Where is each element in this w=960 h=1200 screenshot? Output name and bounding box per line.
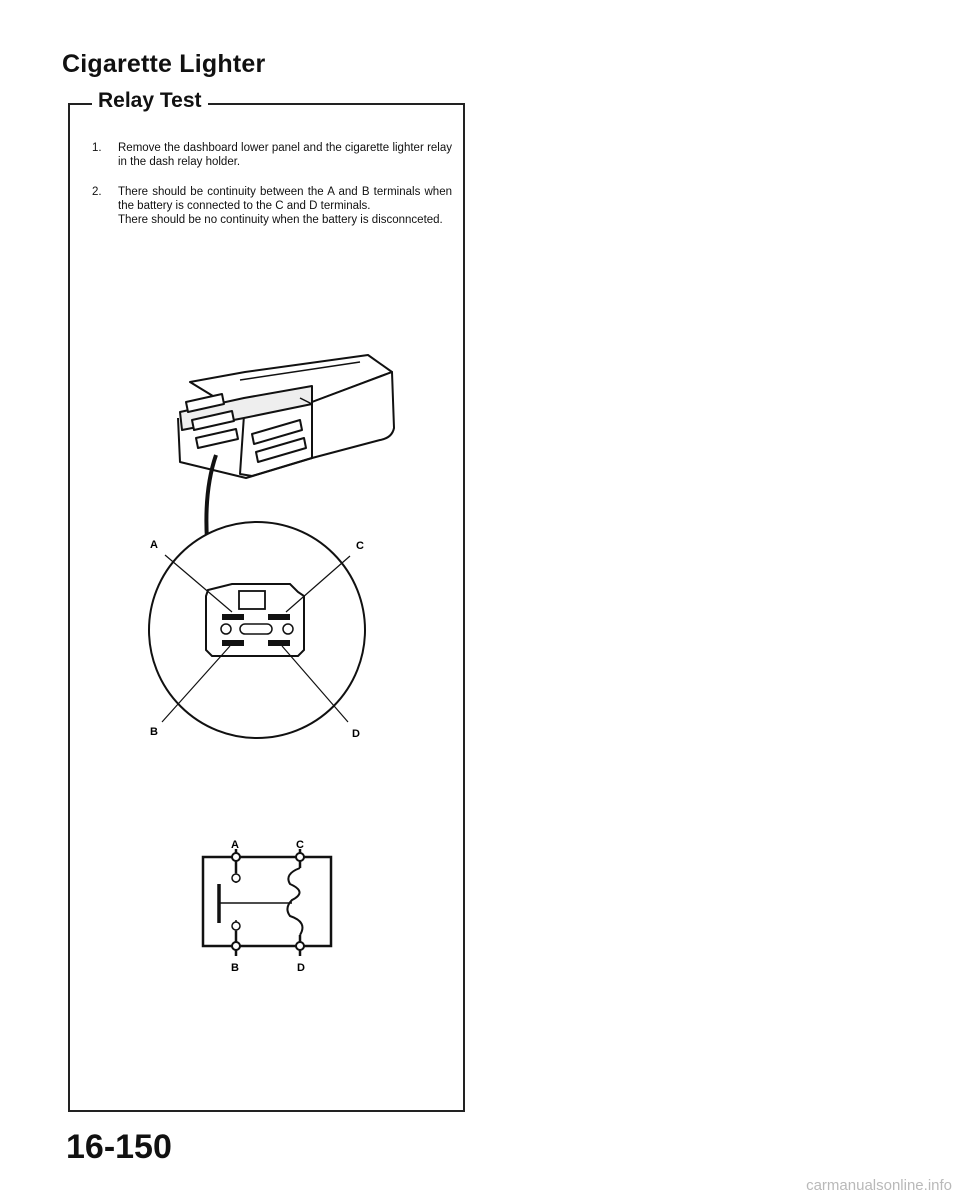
connector-label-d: D <box>352 728 360 740</box>
step-text: Remove the dashboard lower panel and the cigarette lighter relay in the dash relay holder. <box>118 142 452 168</box>
watermark: carmanualsonline.info <box>806 1177 952 1194</box>
schematic-label-b: B <box>231 962 239 974</box>
connector-label-b: B <box>150 726 158 738</box>
page-number: 16-150 <box>66 1128 172 1166</box>
relay-body-illustration <box>178 355 394 478</box>
connector-label-a: A <box>150 539 158 551</box>
section-title: Relay Test <box>92 89 208 113</box>
relay-schematic <box>203 849 331 956</box>
connector-label-c: C <box>356 540 364 552</box>
schematic-label-c: C <box>296 839 304 851</box>
page-title: Cigarette Lighter <box>62 50 266 78</box>
step-text-continued: There should be no continuity when the battery is disconnceted. <box>118 214 443 226</box>
schematic-label-d: D <box>297 962 305 974</box>
step-number: 2. <box>92 186 102 198</box>
step-text: There should be continuity between the A and B terminals when the battery is connected to the C and D terminals. <box>118 186 452 212</box>
step-number: 1. <box>92 142 102 154</box>
schematic-label-a: A <box>231 839 239 851</box>
connector-detail <box>149 522 365 740</box>
